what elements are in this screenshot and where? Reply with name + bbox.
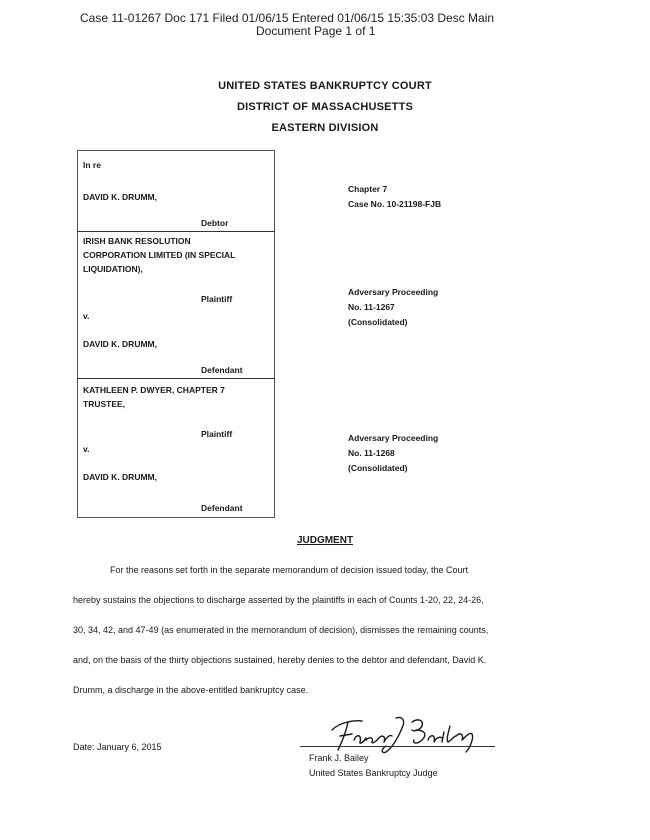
plaintiff1-name-line3: LIQUIDATION), bbox=[83, 264, 143, 274]
handwritten-signature bbox=[326, 712, 486, 754]
court-name: UNITED STATES BANKRUPTCY COURT bbox=[218, 80, 432, 92]
adversary-proceeding-1-status: (Consolidated) bbox=[348, 317, 408, 327]
court-district: DISTRICT OF MASSACHUSETTS bbox=[236, 101, 414, 113]
signature-line bbox=[300, 746, 495, 747]
judge-title: United States Bankruptcy Judge bbox=[309, 768, 438, 778]
adversary-proceeding-1-number: No. 11-1267 bbox=[348, 302, 395, 312]
judgment-text-line-3: 30, 34, 42, and 47-49 (as enumerated in the memorandum of decision), dismisses the remaining counts, bbox=[73, 625, 489, 635]
judgment-date: Date: January 6, 2015 bbox=[73, 742, 162, 752]
court-division: EASTERN DIVISION bbox=[271, 122, 379, 134]
document-page-line: Document Page 1 of 1 bbox=[256, 24, 376, 38]
debtor-name: DAVID K. DRUMM, bbox=[83, 192, 157, 202]
judge-name: Frank J. Bailey bbox=[309, 753, 369, 763]
defendant1-name: DAVID K. DRUMM, bbox=[83, 339, 157, 349]
judgment-text-line-1: For the reasons set forth in the separate memorandum of decision issued today, the Court bbox=[110, 565, 469, 575]
chapter-label: Chapter 7 bbox=[348, 184, 388, 194]
in-re-label: In re bbox=[83, 160, 101, 170]
adversary-proceeding-1-label: Adversary Proceeding bbox=[348, 287, 439, 297]
judgment-text-line-2: hereby sustains the objections to discharge asserted by the plaintiffs in each of Counts 1-20, 22, 24-26, bbox=[73, 595, 484, 605]
judgment-title: JUDGMENT bbox=[296, 535, 354, 546]
plaintiff2-label: Plaintiff bbox=[201, 429, 233, 439]
plaintiff2-name-line2: TRUSTEE, bbox=[83, 399, 126, 409]
plaintiff2-name-line1: KATHLEEN P. DWYER, CHAPTER 7 bbox=[83, 385, 225, 395]
caption-divider-1 bbox=[77, 231, 275, 232]
defendant2-label: Defendant bbox=[201, 503, 243, 513]
versus-1: v. bbox=[83, 311, 90, 321]
adversary-proceeding-2-label: Adversary Proceeding bbox=[348, 433, 439, 443]
plaintiff1-label: Plaintiff bbox=[201, 294, 233, 304]
judgment-text-line-4: and, on the basis of the thirty objections sustained, hereby denies to the debtor and defendant, David K. bbox=[73, 655, 487, 665]
defendant1-label: Defendant bbox=[201, 365, 243, 375]
caption-divider-2 bbox=[77, 378, 275, 379]
plaintiff1-name-line1: IRISH BANK RESOLUTION bbox=[83, 236, 191, 246]
adversary-proceeding-2-number: No. 11-1268 bbox=[348, 448, 395, 458]
defendant2-name: DAVID K. DRUMM, bbox=[83, 472, 157, 482]
case-number: Case No. 10-21198-FJB bbox=[348, 199, 442, 209]
case-caption-box bbox=[77, 150, 275, 518]
plaintiff1-name-line2: CORPORATION LIMITED (IN SPECIAL bbox=[83, 250, 236, 260]
adversary-proceeding-2-status: (Consolidated) bbox=[348, 463, 408, 473]
debtor-label: Debtor bbox=[201, 218, 229, 228]
versus-2: v. bbox=[83, 444, 90, 454]
case-header-line: Case 11-01267 Doc 171 Filed 01/06/15 Entered 01/06/15 15:35:03 Desc Main bbox=[80, 11, 495, 25]
judgment-text-line-5: Drumm, a discharge in the above-entitled bankruptcy case. bbox=[73, 685, 309, 695]
